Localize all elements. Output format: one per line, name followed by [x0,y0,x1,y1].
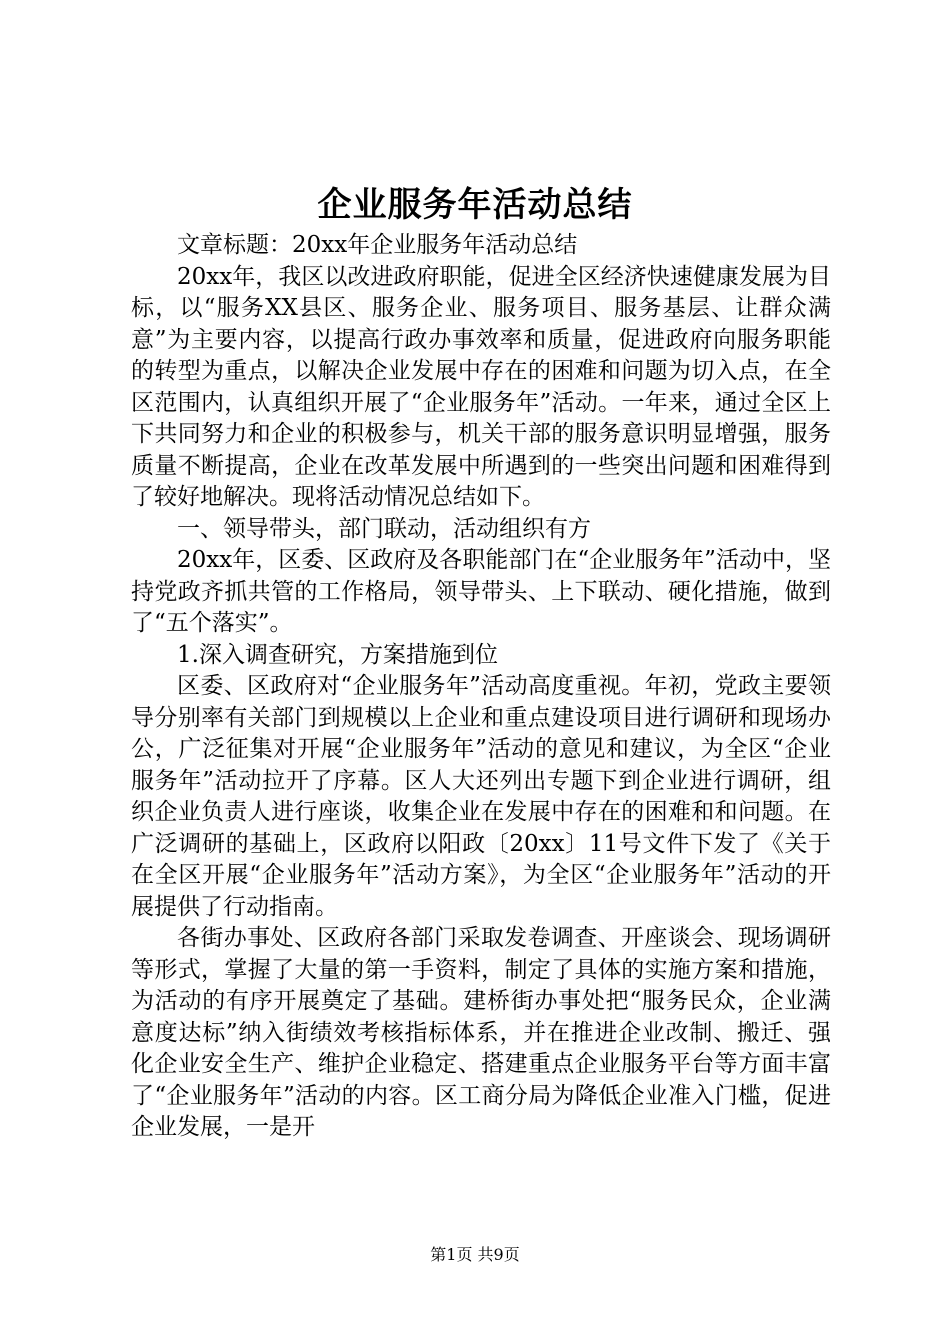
document-body [131,230,831,1144]
section-1-paragraph: 20xx年，区委、区政府及各职能部门在“企业服务年”活动中，坚持党政齐抓共管的工作格局，领导带头、上下联动、硬化措施，做到了“五个落实”。 [131,547,831,636]
page-footer: 第1页 共9页 [430,1245,520,1264]
subsection-heading-1: 1.深入调查研究，方案措施到位 [177,641,498,668]
section-heading-1: 一、领导带头，部门联动，活动组织有方 [177,515,591,542]
article-title-line: 文章标题：20xx年企业服务年活动总结 [177,232,578,258]
document-title: 企业服务年活动总结 [317,185,633,225]
subsection-1-paragraph-2: 各街办事处、区政府各部门采取发卷调查、开座谈会、现场调研等形式，掌握了大量的第一手资料，制定了具体的实施方案和措施，为活动的有序开展奠定了基础。建桥街办事处把“服务民众，企业满意度达标”纳入街绩效考核指标体系，并在推进企业改制、搬迁、强化企业安全生产、维护企业稳定、搭建重点企业服务平台等方面丰富了“企业服务年”活动的内容。区工商分局为降低企业准入门槛，促进企业发展，一是开 [131,925,831,1140]
subsection-1-paragraph-1: 区委、区政府对“企业服务年”活动高度重视。年初，党政主要领导分别率有关部门到规模以上企业和重点建设项目进行调研和现场办公，广泛征集对开展“企业服务年”活动的意见和建议，为全区“企业服务年”活动拉开了序幕。区人大还列出专题下到企业进行调研，组织企业负责人进行座谈，收集企业在发展中存在的困难和和问题。在广泛调研的基础上，区政府以阳政〔20xx〕11号文件下发了《关于在全区开展“企业服务年”活动方案》，为全区“企业服务年”活动的开展提供了行动指南。 [131,673,831,920]
intro-paragraph: 20xx年，我区以改进政府职能，促进全区经济快速健康发展为目标，以“服务XX县区、服务企业、服务项目、服务基层、让群众满意”为主要内容，以提高行政办事效率和质量，促进政府向服务职能的转型为重点，以解决企业发展中存在的困难和问题为切入点，在全区范围内，认真组织开展了“企业服务年”活动。一年来，通过全区上下共同努力和企业的积极参与，机关干部的服务意识明显增强，服务质量不断提高，企业在改革发展中所遇到的一些突出问题和困难得到了较好地解决。现将活动情况总结如下。 [131,263,831,510]
